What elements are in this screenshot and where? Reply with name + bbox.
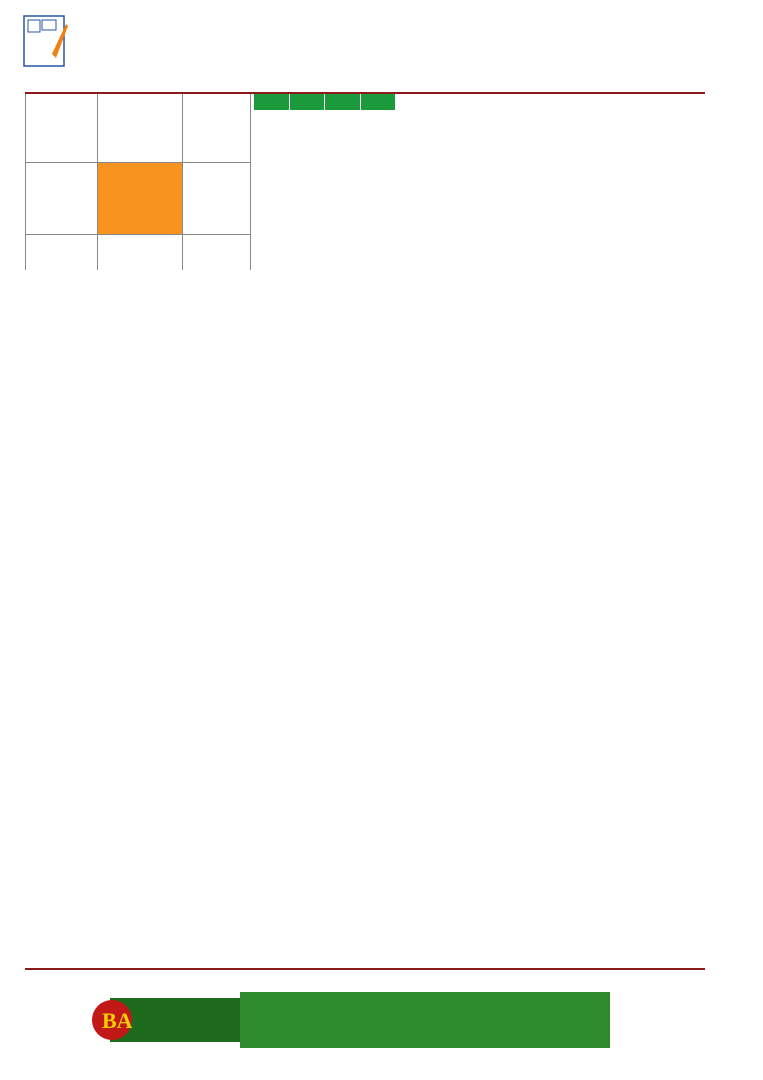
bidding-seat — [290, 94, 326, 110]
grid-line — [182, 94, 183, 270]
deal-number — [98, 163, 182, 234]
deal-1 — [25, 92, 705, 272]
ffb-logo — [22, 14, 70, 72]
bridge-academy-banner — [90, 988, 610, 1052]
grid-line — [25, 94, 26, 270]
grid-line — [25, 234, 250, 235]
grid-line — [250, 94, 251, 270]
bidding-header — [254, 94, 396, 110]
bottom-rule — [25, 968, 705, 970]
svg-text:BA: BA — [102, 1008, 133, 1033]
bidding-seat — [361, 94, 397, 110]
bidding-seat — [254, 94, 290, 110]
bidding-seat — [325, 94, 361, 110]
